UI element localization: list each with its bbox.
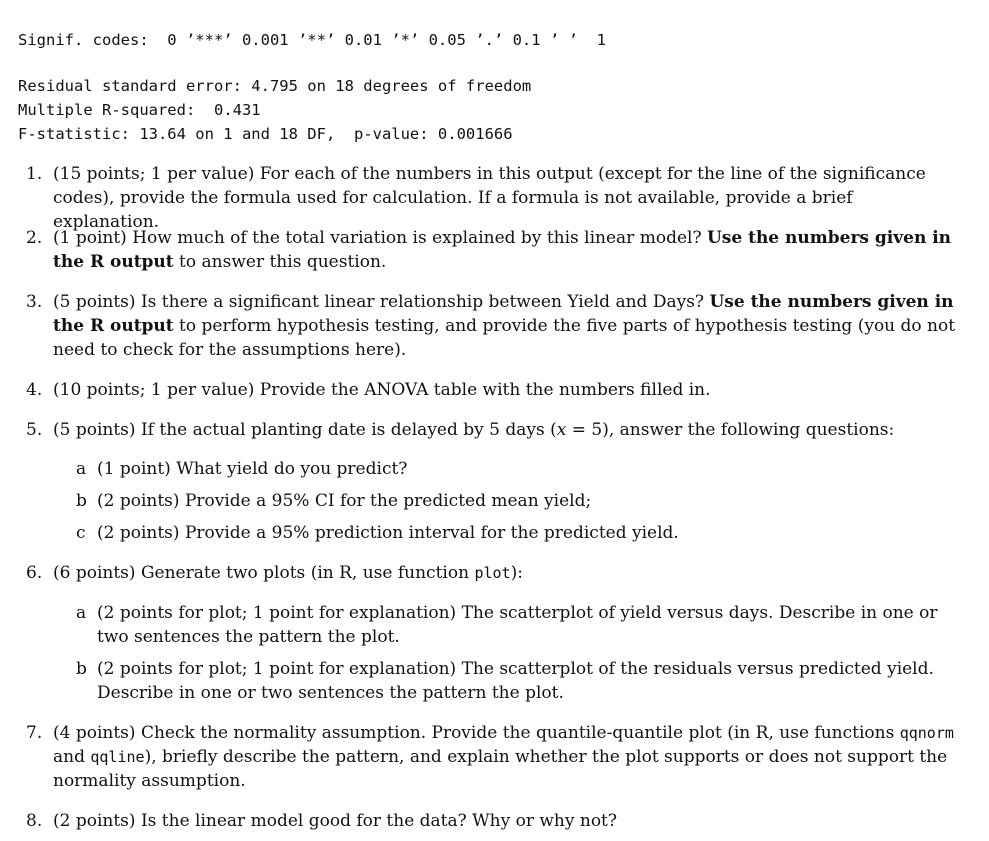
subitem-label: b [76, 491, 87, 511]
code-text: qqnorm [899, 724, 954, 742]
question-text: (15 points; 1 per value) For each of the numbers in this output (except for the line of the significance codes), provide the formula used for calculation. If a formula is not available, provide a brief explanation. [53, 164, 926, 232]
subitem-text: (1 point) What yield do you predict? [97, 459, 408, 479]
question-text: (1 point) How much of the total variation is explained by this linear model? Use the numbers given in the R output to answer this question. [53, 228, 952, 272]
math-variable: x [556, 420, 567, 440]
code-text: plot [474, 564, 511, 582]
question-number: 8. [26, 811, 43, 831]
question-number: 2. [26, 228, 43, 248]
question-number: 3. [26, 292, 43, 312]
code-text: qqline [90, 748, 145, 766]
question-number: 6. [26, 563, 43, 583]
subitem-text: (2 points for plot; 1 point for explanation) The scatterplot of yield versus days. Describe in one or two sentences the pattern the plot. [97, 603, 938, 647]
r-f-statistic: F-statistic: 13.64 on 1 and 18 DF, p-value: 0.001666 [18, 125, 513, 143]
question-number: 1. [26, 164, 43, 184]
subitem-text: (2 points for plot; 1 point for explanation) The scatterplot of the residuals versus predicted yield. Describe in one or two sentences the pattern the plot. [97, 659, 934, 703]
question-text: (10 points; 1 per value) Provide the ANOVA table with the numbers filled in. [53, 380, 711, 400]
question-number: 7. [26, 723, 43, 743]
r-multiple-r-squared: Multiple R-squared: 0.431 [18, 101, 261, 119]
emphasis-text: Use the numbers given in the R output [53, 292, 954, 336]
question-text: (6 points) Generate two plots (in R, use function plot): [53, 563, 523, 583]
subitem-label: c [76, 523, 86, 543]
question-text: (5 points) Is there a significant linear relationship between Yield and Days? Use the numbers given in the R output to perform hypothesis testing, and provide the five parts of hypothesis testing (you do not need to check for the assumptions here). [53, 292, 956, 360]
subitem-text: (2 points) Provide a 95% CI for the predicted mean yield; [97, 491, 592, 511]
subitem-label: a [76, 459, 87, 479]
question-text: (5 points) If the actual planting date is delayed by 5 days (x = 5), answer the following questions: [53, 420, 895, 440]
emphasis-text: Use the numbers given in the R output [53, 228, 952, 272]
r-signif-codes: Signif. codes: 0 ’***’ 0.001 ’**’ 0.01 ’*’ 0.05 ’.’ 0.1 ’ ’ 1 [18, 31, 606, 49]
question-number: 5. [26, 420, 43, 440]
question-text: (4 points) Check the normality assumption. Provide the quantile-quantile plot (in R, use functions qqnorm and qqline), briefly describe the pattern, and explain whether the plot supports or does not support the normality assumption. [53, 723, 954, 791]
r-residual-standard-error: Residual standard error: 4.795 on 18 degrees of freedom [18, 77, 532, 95]
question-number: 4. [26, 380, 43, 400]
subitem-label: b [76, 659, 87, 679]
subitem-text: (2 points) Provide a 95% prediction interval for the predicted yield. [97, 523, 679, 543]
question-text: (2 points) Is the linear model good for the data? Why or why not? [53, 811, 617, 831]
subitem-label: a [76, 603, 87, 623]
